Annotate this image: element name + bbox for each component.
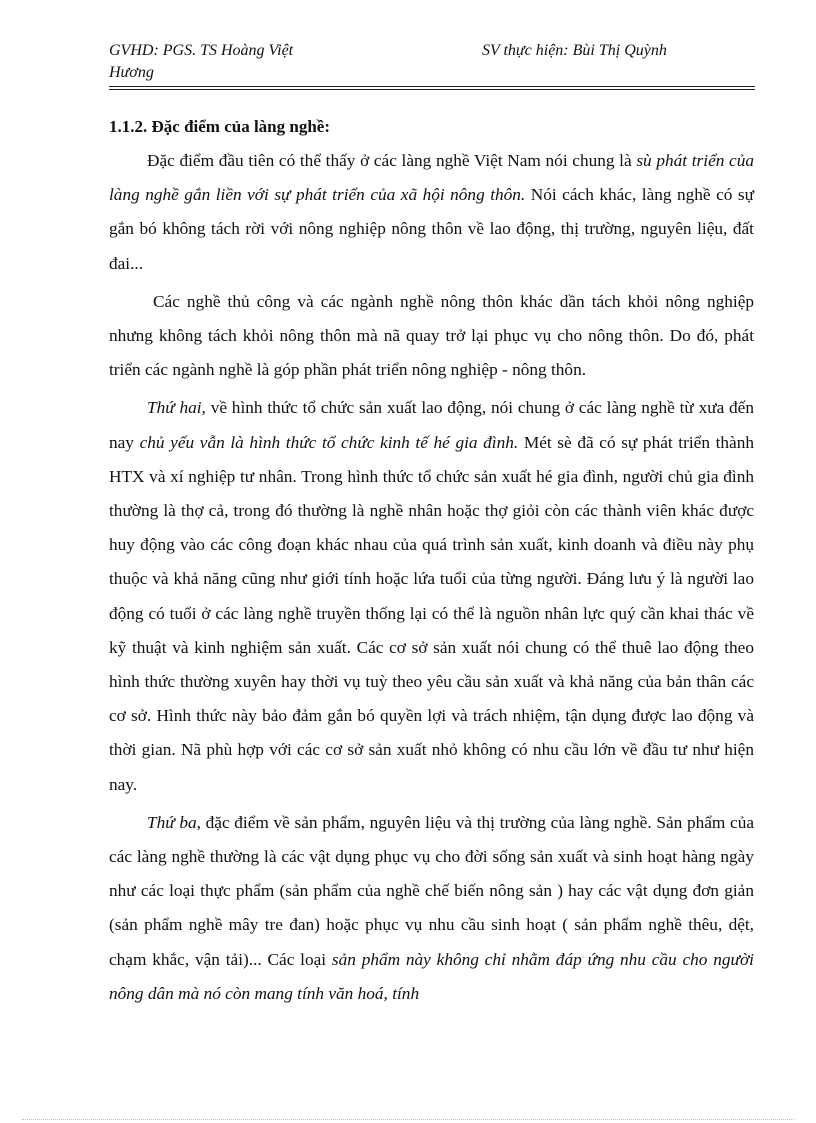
section-heading: 1.1.2. Đặc điểm của làng nghề: <box>109 117 330 136</box>
paragraph-4-text-b: , đặc điểm về sản phẩm, nguyên liệu và thị trường của làng nghề. Sản phẩm của các làng nghề thường là các vật dụng phục vụ cho đời sống sản xuất và sinh hoạt hàng ngày như các loại thực phẩm (sản phẩm của nghề chế biến nông sản ) hay các vật dụng đơn giản (sản phẩm nghề mây tre đan) hoặc phục vụ nhu cầu sinh hoạt ( sản phẩm nghề thêu, dệt, chạm khắc, vận tải)... Các loại <box>109 812 754 969</box>
paragraph-3-italic: chủ yếu vẫn là hình thức tổ chức kinh tế hé gia đình. <box>139 432 519 452</box>
paragraph-2 <box>109 285 754 392</box>
paragraph-4-lead: Thứ ba <box>147 812 197 832</box>
paragraph-4-italic: sản phẩm này không chỉ nhằm đáp ứng nhu cầu cho người nông dân mà nó còn mang tính văn hoá, tính <box>109 949 754 1003</box>
paragraph-3-lead: Thứ hai, <box>147 398 206 418</box>
paragraph-1 <box>109 144 754 285</box>
header-rule <box>109 86 755 90</box>
page-bottom-rule <box>22 1119 794 1120</box>
paragraph-2-text: Các nghề thủ công và các ngành nghề nông thôn khác dần tách khỏi nông nghiệp nhưng không tách khỏi nông thôn mà nã quay trở lại phục vụ cho nông thôn. Do đó, phát triển các ngành nghề là góp phần phát triển nông nghiệp - nông thôn. <box>109 291 754 380</box>
paragraph-3-text-d: Mét sè đã có sự phát triển thành HTX và xí nghiệp tư nhân. Trong hình thức tổ chức sản xuất hé gia đình, người chủ gia đình thường là thợ cả, trong đó thường là nghề nhân hoặc thợ giỏi còn các thành viên khác được huy động vào các công đoạn khác nhau của quá trình sản xuất, kinh doanh và điều này phụ thuộc và khả năng cũng như giới tính hoặc lứa tuổi của từng người. Đáng lưu ý là người lao động có tuổi ở các làng nghề truyền thống lại có thể là nguồn nhân lực quý cần khai thác về kỹ thuật và kinh nghiệm sản xuất. Các cơ sở sản xuất nói chung có thể thuê lao động theo hình thức thường xuyên hay thời vụ tuỳ theo yêu cầu sản xuất và khả năng của bản thân các cơ sở. Hình thức này bảo đảm gắn bó quyền lợi và trách nhiệm, tận dụng được lao động và thời gian. Nã phù hợp với các cơ sở sản xuất nhỏ không có nhu cầu lớn về đầu tư như hiện nay. <box>109 432 754 794</box>
paragraph-1-text-a: Đặc điểm đầu tiên có thể thấy ở các làng nghề Việt Nam nói chung là <box>147 151 637 170</box>
paragraph-3-text-b: về hình thức tổ chức sản xuất lao động, nói chung ở các làng nghề từ xưa đến nay <box>109 398 754 452</box>
paragraph-4 <box>109 806 754 1015</box>
paragraph-1-italic: sù phát triển của làng nghề gắn liền với sự phát triển của xã hội nông thôn. <box>109 151 754 205</box>
document-body <box>109 110 754 1015</box>
paragraph-3 <box>109 391 754 805</box>
header-student: SV thực hiện: Bùi Thị Quỳnh <box>482 42 667 59</box>
header-supervisor: GVHD: PGS. TS Hoàng Việt Hương <box>109 42 294 81</box>
paragraph-1-text-c: Nói cách khác, làng nghề có sự gắn bó không tách rời với nông nghiệp nông thôn về lao động, thị trường, nguyên liệu, đất đai... <box>109 185 754 273</box>
